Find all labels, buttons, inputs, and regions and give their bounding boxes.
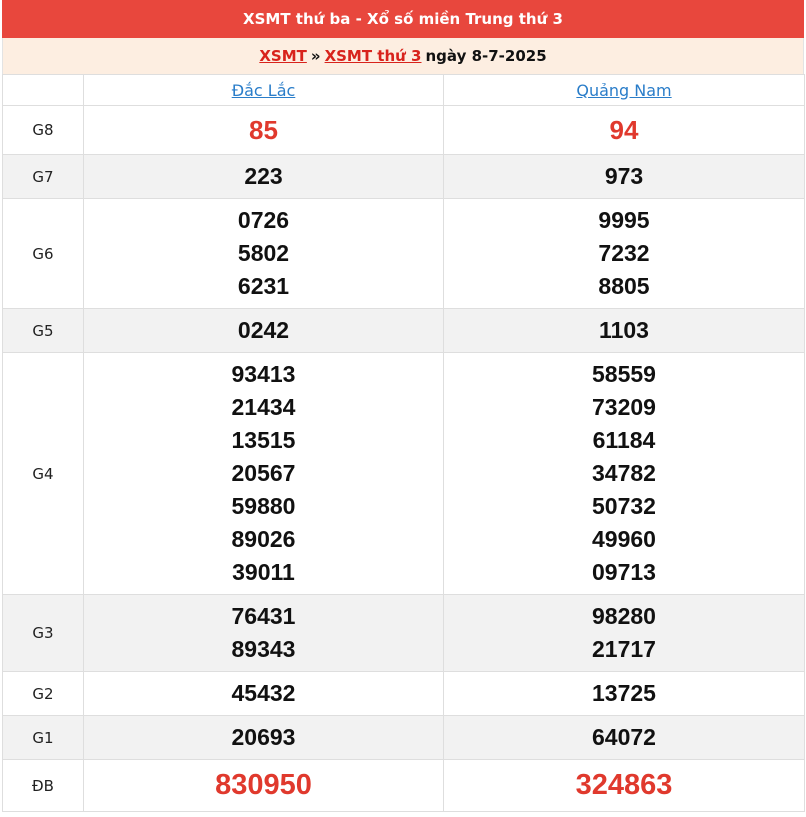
prize-label: G4	[3, 353, 84, 595]
prize-cell	[84, 199, 444, 309]
prize-number: 20693	[231, 724, 296, 750]
prize-cell	[444, 353, 805, 595]
prize-cell	[84, 155, 444, 199]
prize-row-g1	[3, 716, 805, 760]
province-header	[444, 75, 805, 106]
prize-number: 98280	[592, 603, 656, 629]
prize-number: 8805	[598, 273, 650, 299]
province-link-quang-nam[interactable]: Quảng Nam	[576, 80, 672, 100]
prize-number: 89026	[231, 526, 296, 552]
prize-number: 13725	[592, 680, 656, 706]
prize-number: 49960	[592, 526, 656, 552]
province-header-row	[3, 75, 805, 106]
prize-number: 223	[244, 163, 283, 189]
corner-cell	[3, 75, 84, 106]
prize-cell	[444, 760, 805, 812]
prize-cell	[84, 309, 444, 353]
prize-label: G5	[3, 309, 84, 353]
results-table	[2, 74, 805, 812]
prize-cell	[444, 155, 805, 199]
prize-number: 973	[604, 163, 644, 189]
special-prize-number: 324863	[575, 769, 673, 801]
prize-number: 59880	[231, 493, 296, 519]
breadcrumb-link-xsmt-thu-3[interactable]: XSMT thứ 3	[324, 47, 422, 65]
prize-row-special	[3, 760, 805, 812]
prize-row-g2	[3, 672, 805, 716]
prize-number: 9995	[598, 207, 650, 233]
prize-number: 34782	[592, 460, 656, 486]
prize-row-g5	[3, 309, 805, 353]
prize-number: 50732	[592, 493, 656, 519]
prize-cell	[84, 106, 444, 155]
prize-label: G6	[3, 199, 84, 309]
prize-number: 73209	[592, 394, 656, 420]
prize-cell	[444, 309, 805, 353]
prize-number: 58559	[592, 361, 656, 387]
prize-number: 64072	[592, 724, 656, 750]
prize-number: 1103	[599, 317, 649, 343]
prize-cell	[84, 353, 444, 595]
prize-row-g3	[3, 595, 805, 672]
prize-number: 5802	[237, 240, 290, 266]
prize-row-g7	[3, 155, 805, 199]
prize-number: 09713	[592, 559, 656, 585]
prize-cell	[84, 672, 444, 716]
page-title: XSMT thứ ba - Xổ số miền Trung thứ 3	[243, 10, 563, 28]
prize-cell	[444, 199, 805, 309]
prize-cell	[84, 716, 444, 760]
breadcrumb-link-xsmt[interactable]: XSMT	[259, 47, 307, 65]
prize-number: 94	[609, 114, 639, 145]
prize-number: 39011	[232, 559, 295, 585]
prize-number: 76431	[231, 603, 296, 629]
prize-number: 85	[249, 114, 278, 145]
prize-number: 13515	[231, 427, 296, 453]
prize-row-g4	[3, 353, 805, 595]
prize-label: G2	[3, 672, 84, 716]
page-header	[2, 0, 804, 38]
prize-label: G8	[3, 106, 84, 155]
prize-number: 20567	[231, 460, 296, 486]
prize-cell	[444, 716, 805, 760]
draw-date: ngày 8-7-2025	[425, 47, 547, 65]
province-header	[84, 75, 444, 106]
prize-label: G7	[3, 155, 84, 199]
breadcrumb-separator: »	[310, 47, 321, 65]
prize-cell	[444, 672, 805, 716]
prize-cell	[444, 106, 805, 155]
special-prize-number: 830950	[215, 769, 312, 801]
prize-label: ĐB	[3, 760, 84, 812]
province-link-dac-lac[interactable]: Đắc Lắc	[231, 80, 296, 100]
breadcrumb	[2, 38, 804, 74]
prize-row-g8	[3, 106, 805, 155]
prize-number: 0726	[237, 207, 290, 233]
prize-number: 89343	[231, 636, 296, 662]
prize-cell	[84, 760, 444, 812]
prize-label: G3	[3, 595, 84, 672]
prize-number: 0242	[237, 317, 290, 343]
prize-row-g6	[3, 199, 805, 309]
prize-number: 21717	[592, 636, 656, 662]
prize-label: G1	[3, 716, 84, 760]
prize-number: 7232	[598, 240, 650, 266]
prize-number: 61184	[592, 427, 656, 453]
prize-number: 93413	[231, 361, 296, 387]
prize-number: 6231	[237, 273, 290, 299]
prize-cell	[84, 595, 444, 672]
prize-cell	[444, 595, 805, 672]
prize-number: 45432	[231, 680, 296, 706]
prize-number: 21434	[231, 394, 296, 420]
